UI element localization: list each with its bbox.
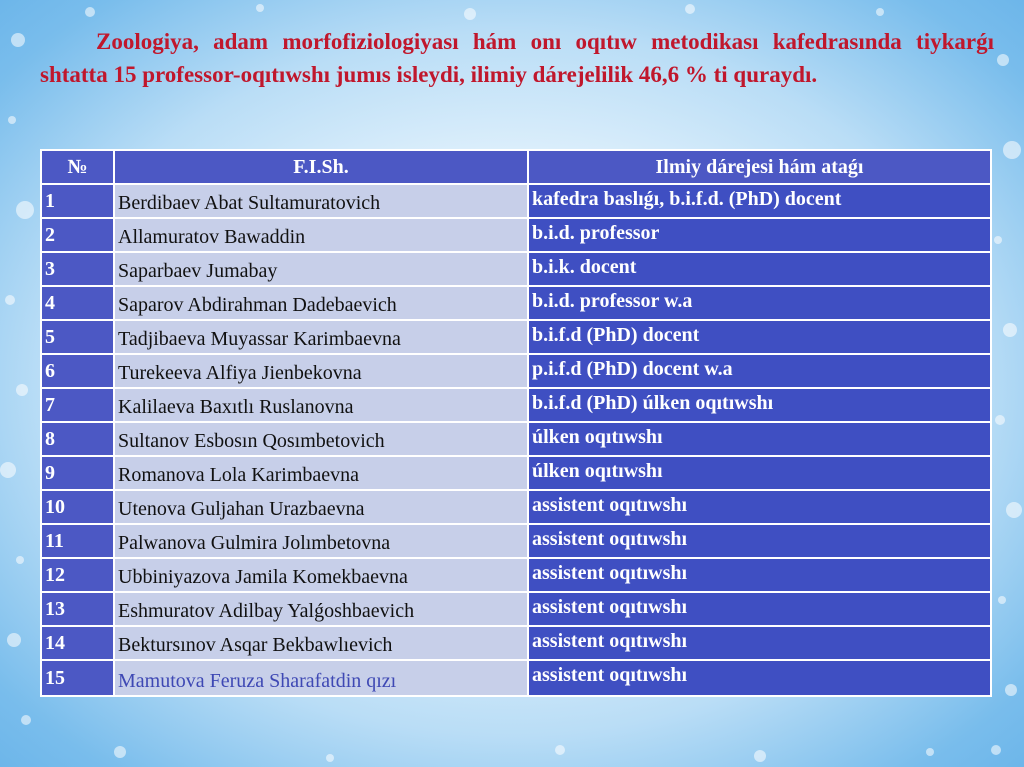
row-full-name: Kalilaeva Baxıtlı Ruslanovna <box>114 388 528 422</box>
row-degree: assistent oqıtıwshı <box>528 558 991 592</box>
row-full-name: Ubbiniyazova Jamila Komekbaevna <box>114 558 528 592</box>
row-degree: assistent oqıtıwshı <box>528 490 991 524</box>
row-full-name: Tadjibaeva Muyassar Karimbaevna <box>114 320 528 354</box>
row-degree: b.i.f.d (PhD) úlken oqıtıwshı <box>528 388 991 422</box>
row-degree: assistent oqıtıwshı <box>528 592 991 626</box>
row-full-name: Eshmuratov Adilbay Yalǵoshbaevich <box>114 592 528 626</box>
table-row <box>41 660 991 696</box>
table-row <box>41 286 991 320</box>
header-full-name: F.I.Sh. <box>114 150 528 184</box>
table-row <box>41 320 991 354</box>
row-full-name: Utenova Guljahan Urazbaevna <box>114 490 528 524</box>
row-number: 14 <box>41 626 114 660</box>
table-row <box>41 456 991 490</box>
row-number: 10 <box>41 490 114 524</box>
row-full-name: Mamutova Feruza Sharafatdin qızı <box>114 660 528 696</box>
row-degree: úlken oqıtıwshı <box>528 456 991 490</box>
row-number: 3 <box>41 252 114 286</box>
row-number: 5 <box>41 320 114 354</box>
row-degree: kafedra baslıǵı, b.i.f.d. (PhD) docent <box>528 184 991 218</box>
row-number: 2 <box>41 218 114 252</box>
row-number: 7 <box>41 388 114 422</box>
row-degree: b.i.f.d (PhD) docent <box>528 320 991 354</box>
table-row <box>41 252 991 286</box>
header-academic-degree: Ilmiy dárejesi hám ataǵı <box>528 150 991 184</box>
table-row <box>41 422 991 456</box>
table-row <box>41 558 991 592</box>
row-degree: assistent oqıtıwshı <box>528 660 991 696</box>
table-row <box>41 218 991 252</box>
row-number: 12 <box>41 558 114 592</box>
row-number: 1 <box>41 184 114 218</box>
row-full-name: Palwanova Gulmira Jolımbetovna <box>114 524 528 558</box>
table-row <box>41 184 991 218</box>
row-degree: b.i.d. professor <box>528 218 991 252</box>
row-number: 11 <box>41 524 114 558</box>
row-degree: p.i.f.d (PhD) docent w.a <box>528 354 991 388</box>
row-full-name: Saparov Abdirahman Dadebaevich <box>114 286 528 320</box>
table-row <box>41 626 991 660</box>
row-full-name: Saparbaev Jumabay <box>114 252 528 286</box>
row-full-name: Berdibaev Abat Sultamuratovich <box>114 184 528 218</box>
row-degree: b.i.d. professor w.a <box>528 286 991 320</box>
row-number: 6 <box>41 354 114 388</box>
row-full-name: Bektursınov Asqar Bekbawlıevich <box>114 626 528 660</box>
row-number: 4 <box>41 286 114 320</box>
staff-table <box>40 149 992 697</box>
table-row <box>41 490 991 524</box>
table-row <box>41 354 991 388</box>
table-row <box>41 592 991 626</box>
row-degree: b.i.k. docent <box>528 252 991 286</box>
table-row <box>41 524 991 558</box>
row-full-name: Turekeeva Alfiya Jienbekovna <box>114 354 528 388</box>
row-number: 9 <box>41 456 114 490</box>
header-number: № <box>41 150 114 184</box>
row-degree: assistent oqıtıwshı <box>528 524 991 558</box>
row-number: 8 <box>41 422 114 456</box>
table-row <box>41 388 991 422</box>
table-header-row <box>41 150 991 184</box>
row-full-name: Sultanov Esbosın Qosımbetovich <box>114 422 528 456</box>
row-number: 15 <box>41 660 114 696</box>
row-number: 13 <box>41 592 114 626</box>
row-full-name: Romanova Lola Karimbaevna <box>114 456 528 490</box>
intro-paragraph: Zoologiya, adam morfofiziologiyası hám onı oqıtıw metodikası kafedrasında tiykarǵı shtatta 15 professor-oqıtıwshı jumıs isleydi, ilimiy dárejelilik 46,6 % ti quraydı. <box>40 29 994 87</box>
row-degree: úlken oqıtıwshı <box>528 422 991 456</box>
row-degree: assistent oqıtıwshı <box>528 626 991 660</box>
row-full-name: Allamuratov Bawaddin <box>114 218 528 252</box>
